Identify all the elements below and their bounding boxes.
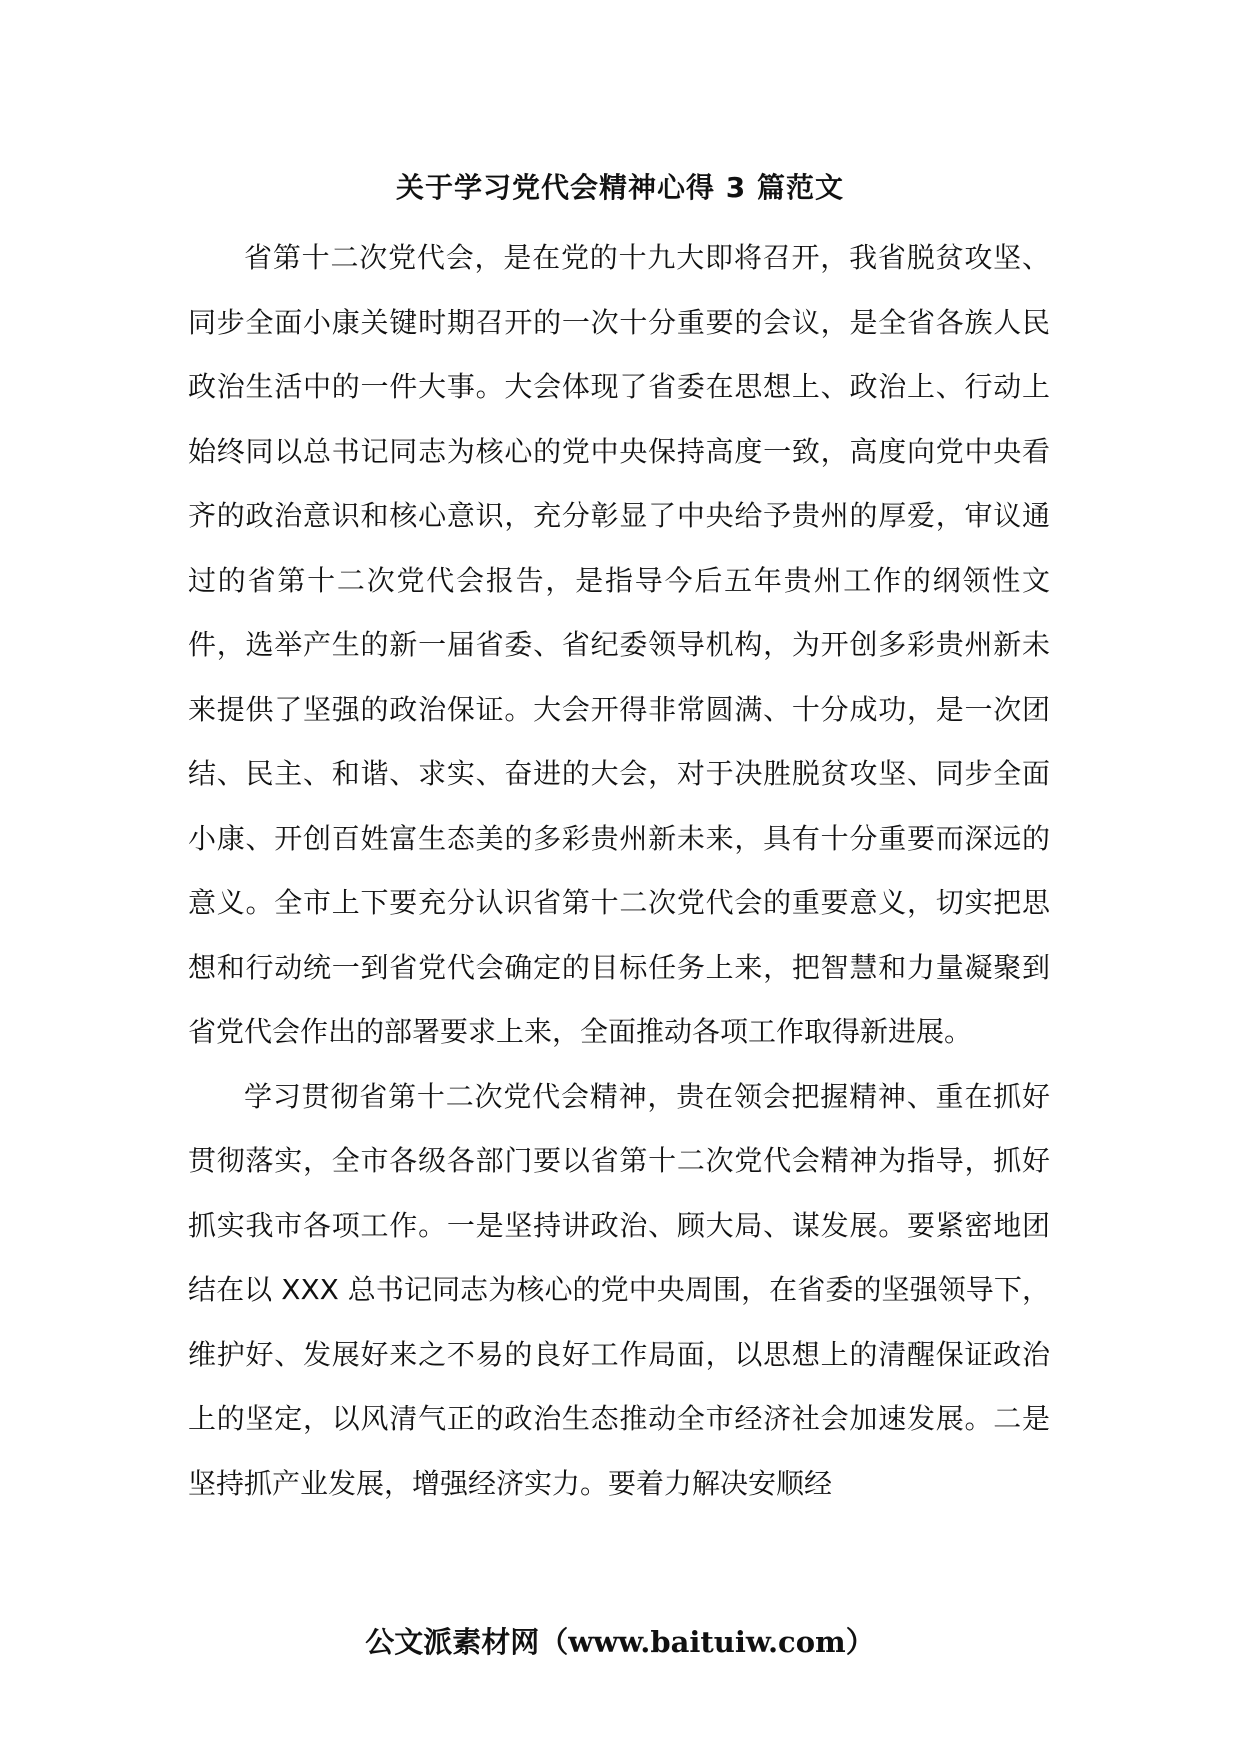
document-body	[188, 226, 1050, 1516]
document-title: 关于学习党代会精神心得 3 篇范文	[396, 171, 844, 204]
paragraph: 学习贯彻省第十二次党代会精神，贵在领会把握精神、重在抓好贯彻落实，全市各级各部门要以省第十二次党代会精神为指导，抓好抓实我市各项工作。一是坚持讲政治、顾大局、谋发展。要紧密地团结在以 XXX 总书记同志为核心的党中央周围，在省委的坚强领导下，维护好、发展好来之不易的良好工作局面，以思想上的清醒保证政治上的坚定，以风清气正的政治生态推动全市经济社会加速发展。二是坚持抓产业发展，增强经济实力。要着力解决安顺经	[188, 1079, 1050, 1500]
paragraph: 省第十二次党代会，是在党的十九大即将召开，我省脱贫攻坚、同步全面小康关键时期召开的一次十分重要的会议，是全省各族人民政治生活中的一件大事。大会体现了省委在思想上、政治上、行动上始终同以总书记同志为核心的党中央保持高度一致，高度向党中央看齐的政治意识和核心意识，充分彰显了中央给予贵州的厚爱，审议通过的省第十二次党代会报告，是指导今后五年贵州工作的纲领性文件，选举产生的新一届省委、省纪委领导机构，为开创多彩贵州新未来提供了坚强的政治保证。大会开得非常圆满、十分成功，是一次团结、民主、和谐、求实、奋进的大会，对于决胜脱贫攻坚、同步全面小康、开创百姓富生态美的多彩贵州新未来，具有十分重要而深远的意义。全市上下要充分认识省第十二次党代会的重要意义，切实把思想和行动统一到省党代会确定的目标任务上来，把智慧和力量凝聚到省党代会作出的部署要求上来，全面推动各项工作取得新进展。	[188, 241, 1050, 1048]
footer-watermark: 公文派素材网（www.baituiw.com）	[365, 1625, 875, 1659]
